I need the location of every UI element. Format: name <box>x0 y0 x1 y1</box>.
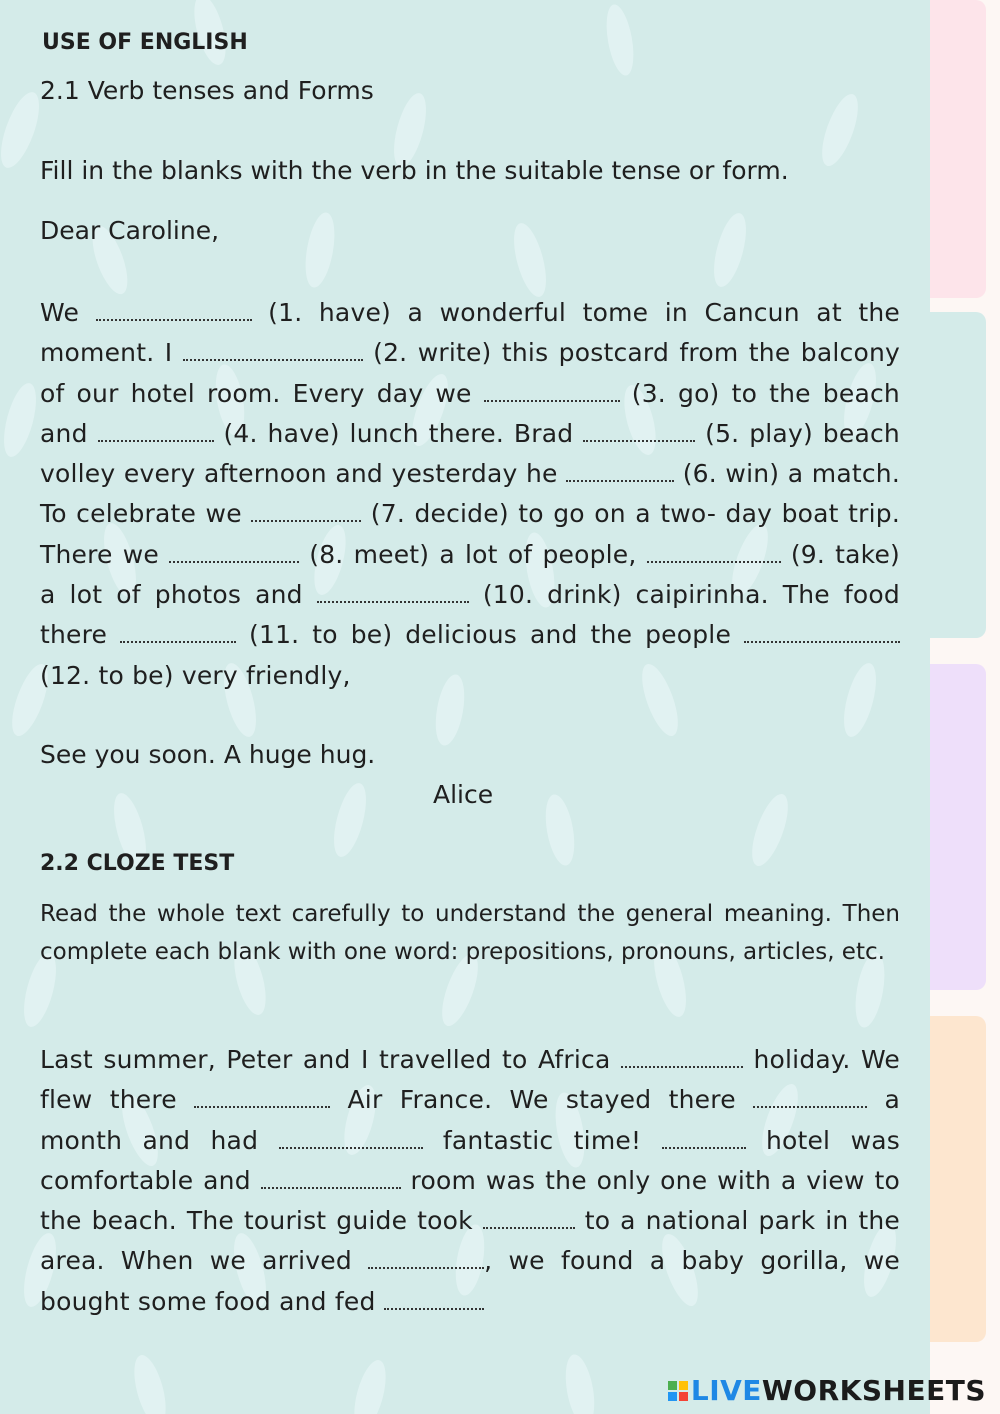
cloze-blank-7-input[interactable] <box>483 1213 575 1229</box>
letter-closing: See you soon. A huge hug. <box>40 740 376 769</box>
letter-text: (11. to be) delicious and the people <box>249 620 732 650</box>
cloze-blank-9-input[interactable] <box>384 1294 484 1310</box>
liveworksheets-logo[interactable] <box>668 1374 986 1407</box>
blank-12-input[interactable] <box>744 627 900 643</box>
section-title: USE OF ENGLISH <box>42 30 248 55</box>
cloze-comma: , <box>484 1246 493 1276</box>
cloze-text: a month and had <box>40 1085 900 1155</box>
letter-text: (4. have) lunch there. Brad <box>223 418 574 448</box>
logo-text-worksheets: WORKSHEETS <box>761 1374 986 1407</box>
side-tab-peach <box>930 1016 986 1342</box>
subsection-title: 2.1 Verb tenses and Forms <box>40 76 374 105</box>
blank-6-input[interactable] <box>566 466 674 482</box>
blank-11-input[interactable] <box>120 627 236 643</box>
cloze-blank-4-input[interactable] <box>279 1133 423 1149</box>
letter-greeting: Dear Caroline, <box>40 216 220 245</box>
cloze-text: hotel was comfortable and <box>40 1125 900 1195</box>
cloze-text: holiday. We flew there <box>40 1045 900 1115</box>
side-tabs <box>930 0 1000 1414</box>
side-tab-teal <box>930 312 986 638</box>
cloze-blank-2-input[interactable] <box>194 1092 330 1108</box>
cloze-text: fantastic time! <box>442 1125 642 1155</box>
cloze-text: Air France. We stayed there <box>347 1085 736 1115</box>
cloze-text: we found a baby gorilla, we bought some food and fed <box>40 1246 900 1316</box>
side-tab-pink <box>930 0 986 298</box>
letter-text: (3. go) to the beach and <box>40 378 900 448</box>
cloze-blank-5-input[interactable] <box>662 1133 746 1149</box>
cloze-text: Last summer, Peter and I travelled to Africa <box>40 1045 611 1074</box>
letter-text: (6. win) a match. To celebrate we <box>40 459 900 529</box>
letter-text: (2. write) this postcard from the balcony of our hotel room. Every day we <box>40 338 900 408</box>
cloze-blank-8-input[interactable] <box>368 1253 484 1269</box>
letter-signature: Alice <box>433 780 494 809</box>
letter-text: (9. take) a lot of photos and <box>40 539 900 610</box>
blank-3-input[interactable] <box>484 386 620 402</box>
blank-4-input[interactable] <box>98 426 214 442</box>
liveworksheets-logo-icon <box>668 1381 688 1401</box>
letter-text: (12. to be) very friendly, <box>40 660 351 690</box>
cloze-blank-1-input[interactable] <box>621 1052 743 1068</box>
letter-text: We <box>40 298 80 327</box>
blank-2-input[interactable] <box>183 345 363 361</box>
instruction-cloze: Read the whole text carefully to understand the general meaning. Then complete each blank with one word: prepositions, pronouns, articles, etc. <box>40 901 900 965</box>
letter-body <box>40 293 900 696</box>
letter-text: (10. drink) caipirinha. The food there <box>40 580 900 650</box>
blank-9-input[interactable] <box>647 547 781 563</box>
letter-text: (8. meet) a lot of people, <box>309 539 637 569</box>
cloze-blank-6-input[interactable] <box>261 1173 401 1189</box>
blank-8-input[interactable] <box>169 547 299 563</box>
blank-1-input[interactable] <box>96 305 252 321</box>
blank-7-input[interactable] <box>251 506 361 522</box>
cloze-text: room was the only one with a view to the beach. The tourist guide took <box>40 1165 900 1236</box>
letter-text: (7. decide) to go on a two- day boat trip. There we <box>40 499 901 569</box>
cloze-text: to a national park in the area. When we arrived <box>40 1206 901 1276</box>
letter-text: (5. play) beach volley every afternoon and yesterday he <box>40 418 900 489</box>
cloze-body <box>40 1040 900 1322</box>
cloze-title: 2.2 CLOZE TEST <box>40 851 235 876</box>
cloze-blank-3-input[interactable] <box>753 1092 867 1108</box>
logo-text-live: LIVE <box>690 1374 762 1407</box>
instruction-verb-tenses: Fill in the blanks with the verb in the suitable tense or form. <box>40 156 789 185</box>
letter-text: (1. have) a wonderful tome in Cancun at the moment. I <box>40 298 900 368</box>
blank-10-input[interactable] <box>317 587 469 603</box>
side-tab-violet <box>930 664 986 990</box>
blank-5-input[interactable] <box>583 426 695 442</box>
